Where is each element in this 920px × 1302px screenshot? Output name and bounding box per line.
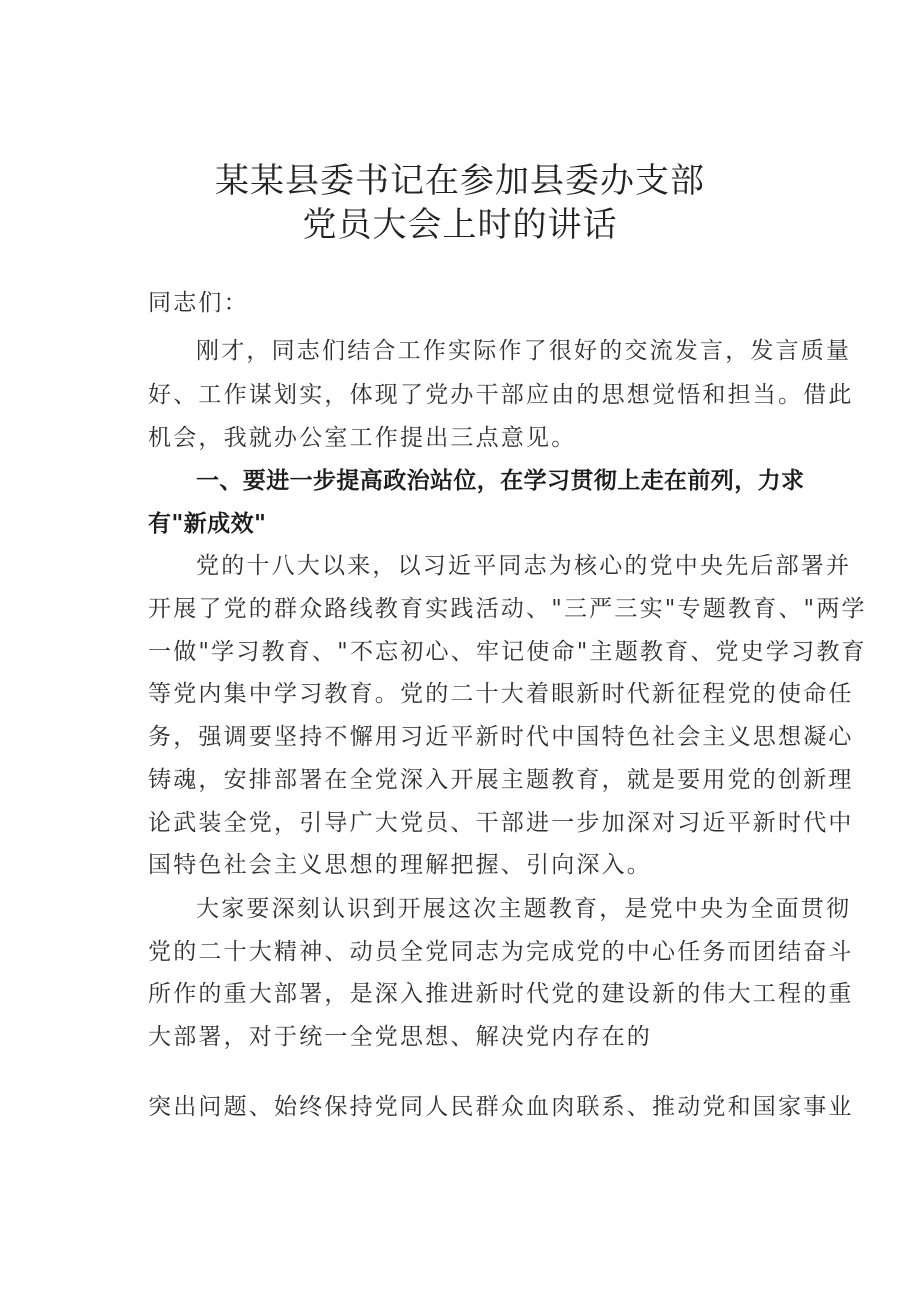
paragraph-line: 突出问题、始终保持党同人民群众血肉联系、推动党和国家事业 — [148, 1094, 854, 1120]
paragraph-line: 开展了党的群众路线教育实践活动、"三严三实"专题教育、"两学 — [148, 596, 867, 622]
paragraph-line: 刚才，同志们结合工作实际作了很好的交流发言，发言质量 — [196, 338, 852, 364]
document-title-line-2: 党员大会上时的讲话 — [302, 205, 618, 245]
document-title-line-1: 某某县委书记在参加县委办支部 — [215, 161, 705, 201]
paragraph-line: 等党内集中学习教育。党的二十大着眼新时代新征程党的使命任 — [148, 681, 854, 707]
paragraph-line: 所作的重大部署，是深入推进新时代党的建设新的伟大工程的重 — [148, 981, 854, 1007]
paragraph-line: 务，强调要坚持不懈用习近平新时代中国特色社会主义思想凝心 — [148, 724, 854, 750]
paragraph-line: 党的二十大精神、动员全党同志为完成党的中心任务而团结奋斗 — [148, 939, 854, 965]
paragraph-line: 大部署，对于统一全党思想、解决党内存在的 — [148, 1024, 652, 1050]
paragraph-line: 大家要深刻认识到开展这次主题教育，是党中央为全面贯彻 — [196, 896, 852, 922]
section-heading-line: 一、要进一步提高政治站位，在学习贯彻上走在前列，力求 — [196, 468, 805, 494]
paragraph-line: 国特色社会主义思想的理解把握、引向深入。 — [148, 852, 652, 878]
section-heading-line: 有"新成效" — [148, 511, 267, 537]
salutation: 同志们： — [148, 290, 249, 316]
paragraph-line: 好、工作谋划实，体现了党办干部应由的思想觉悟和担当。借此 — [148, 382, 854, 408]
paragraph-line: 党的十八大以来，以习近平同志为核心的党中央先后部署并 — [196, 553, 852, 579]
paragraph-line: 铸魂，安排部署在全党深入开展主题教育，就是要用党的创新理 — [148, 767, 854, 793]
paragraph-line: 一做"学习教育、"不忘初心、牢记使命"主题教育、党史学习教育 — [148, 639, 867, 665]
paragraph-line: 论武装全党，引导广大党员、干部进一步加深对习近平新时代中 — [148, 810, 854, 836]
paragraph-line: 机会，我就办公室工作提出三点意见。 — [148, 425, 577, 451]
